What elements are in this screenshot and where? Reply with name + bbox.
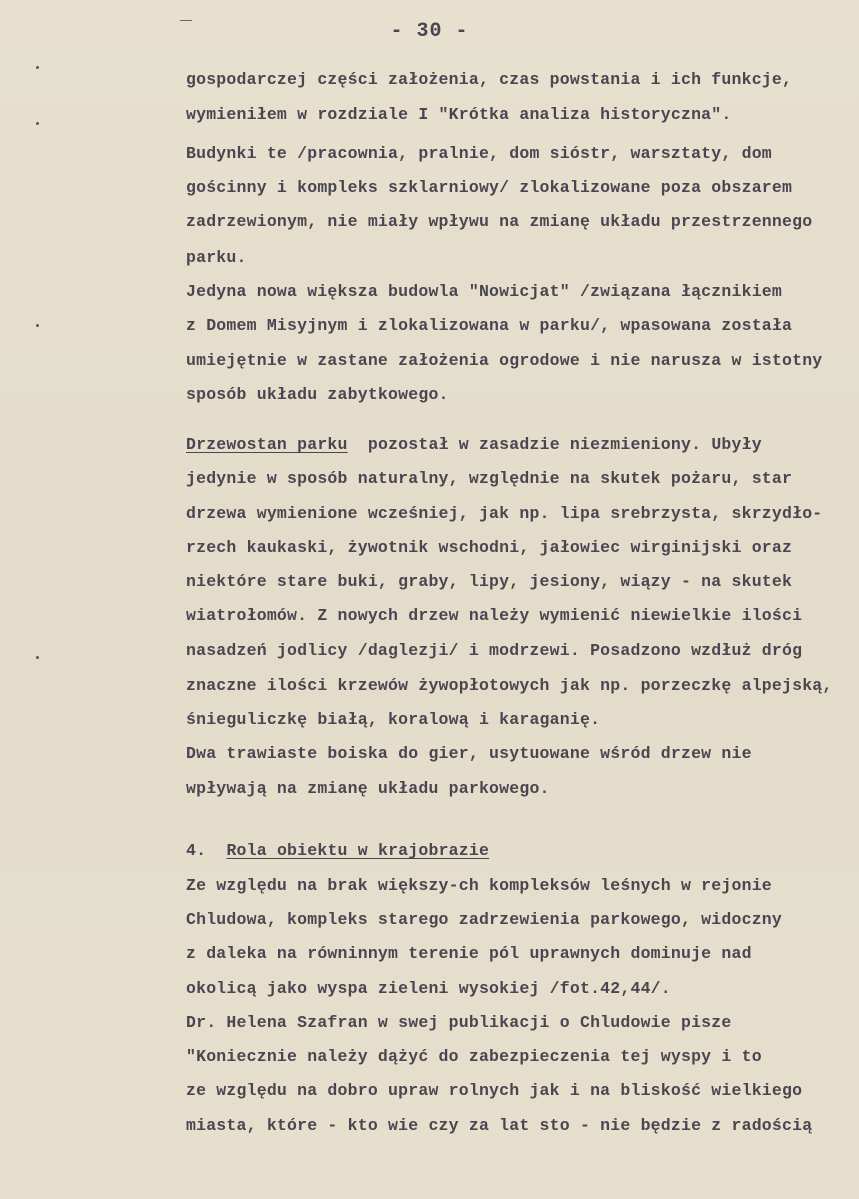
text-line: z daleka na równinnym terenie pól uprawnych dominuje nad [186,944,752,963]
heading-drzewostan: Drzewostan parku [186,435,348,454]
text-line: parku. [186,248,247,267]
text-line: "Koniecznie należy dążyć do zabezpieczenia tej wyspy i to [186,1047,762,1066]
text-line: Jedyna nowa większa budowla "Nowicjat" /związana łącznikiem [186,282,782,301]
text-line: Dwa trawiaste boiska do gier, usytuowane wśród drzew nie [186,744,752,763]
section-number: 4. [186,841,207,860]
text-line: gościnny i kompleks szklarniowy/ zlokalizowane poza obszarem [186,178,793,197]
text-line: zadrzewionym, nie miały wpływu na zmianę układu przestrzennego [186,212,813,231]
text-line: wiatrołomów. Z nowych drzew należy wymienić niewielkie ilości [186,606,803,625]
text-line: wpływają na zmianę układu parkowego. [186,779,550,798]
margin-dot [36,324,39,327]
text-line: gospodarczej części założenia, czas powstania i ich funkcje, [186,70,793,89]
margin-dot [36,66,39,69]
text-line: z Domem Misyjnym i zlokalizowana w parku/, wpasowana została [186,316,793,335]
section-title: Rola obiektu w krajobrazie [226,841,490,860]
text-line: sposób układu zabytkowego. [186,385,449,404]
margin-dot [36,656,39,659]
text-line: miasta, które - kto wie czy za lat sto - nie będzie z radością [186,1116,813,1135]
text-line: znaczne ilości krzewów żywopłotowych jak np. porzeczkę alpejską, [186,676,833,695]
text-line: Chludowa, kompleks starego zadrzewienia parkowego, widoczny [186,910,782,929]
text-line: nasadzeń jodlicy /daglezji/ i modrzewi. Posadzono wzdłuż dróg [186,641,803,660]
text-line: pozostał w zasadzie niezmieniony. Ubyły [367,435,762,454]
page-number: - 30 - [390,20,469,43]
section-heading [186,841,489,860]
text-line: niektóre stare buki, graby, lipy, jesiony, wiązy - na skutek [186,572,793,591]
text-line: okolicą jako wyspa zieleni wysokiej /fot.42,44/. [186,979,671,998]
text-line: jedynie w sposób naturalny, względnie na skutek pożaru, star [186,469,793,488]
text-line: Budynki te /pracownia, pralnie, dom sióstr, warsztaty, dom [186,144,772,163]
paragraph-first-line [186,435,762,454]
text-line: wymieniłem w rozdziale I "Krótka analiza historyczna". [186,105,732,124]
text-line: Dr. Helena Szafran w swej publikacji o Chludowie pisze [186,1013,732,1032]
text-line: drzewa wymienione wcześniej, jak np. lipa srebrzysta, skrzydło- [186,504,823,523]
text-line: umiejętnie w zastane założenia ogrodowe i nie narusza w istotny [186,351,823,370]
text-line: śnieguliczkę białą, koralową i karaganię. [186,710,601,729]
text-line: rzech kaukaski, żywotnik wschodni, jałowiec wirginijski oraz [186,538,793,557]
text-line: ze względu na dobro upraw rolnych jak i na bliskość wielkiego [186,1081,803,1100]
margin-dot [36,122,39,125]
text-line: Ze względu na brak większy-ch kompleksów leśnych w rejonie [186,876,772,895]
